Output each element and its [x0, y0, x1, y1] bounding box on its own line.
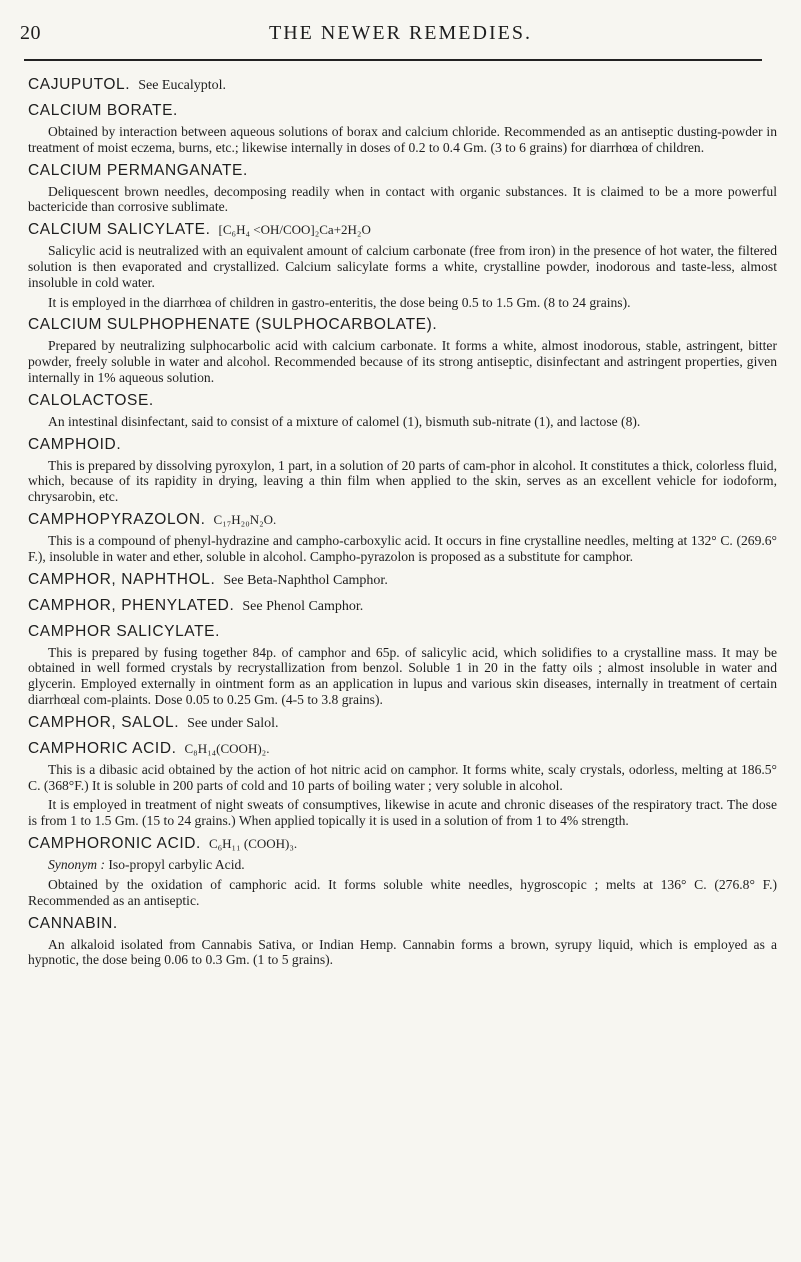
entry-paragraph: This is a dibasic acid obtained by the action of hot nitric acid on camphor. It forms white, scaly crystals, odorless, melting at 186.5° C. (368°F.) It is soluble in 200 parts of cold and 10 parts of boiling water ; very soluble in alcohol.: [28, 761, 777, 793]
cross-reference: See Eucalyptol.: [138, 78, 227, 93]
entry-name: CAMPHOR SALICYLATE.: [28, 622, 220, 640]
entry-heading: [28, 569, 777, 591]
entry-name: CALOLACTOSE.: [28, 391, 154, 409]
entry-name: CAMPHOR, PHENYLATED.: [28, 596, 235, 614]
dictionary-entry: [28, 595, 777, 617]
cross-reference: See Beta-Naphthol Camphor.: [223, 572, 388, 588]
page-body: [28, 74, 777, 972]
dictionary-entry: [28, 314, 777, 385]
entry-heading: [28, 74, 777, 96]
entry-heading: [28, 595, 777, 617]
entry-paragraph: An alkaloid isolated from Cannabis Sativa, or Indian Hemp. Cannabin forms a brown, syrupy liquid, which is employed as a hypnotic, the dose being 0.06 to 0.3 Gm. (1 to 5 grains).: [28, 936, 777, 968]
running-head: [0, 22, 801, 52]
entry-name: CAMPHORONIC ACID.: [28, 834, 201, 852]
dictionary-entry: [28, 160, 777, 216]
dictionary-entry: [28, 434, 777, 505]
entry-paragraph: Salicylic acid is neutralized with an equivalent amount of calcium carbonate (free from iron) in the presence of hot water, the filtered solution is then evaporated and crystallized. Calcium salicylate forms a white, crystalline powder, inodorous and taste-less, almost insoluble in cold water.: [28, 243, 777, 290]
running-title: THE NEWER REMEDIES.: [269, 22, 532, 44]
dictionary-entry: [28, 219, 777, 310]
entry-paragraph: This is prepared by dissolving pyroxylon, 1 part, in a solution of 20 parts of cam-phor in alcohol. It constitutes a thick, colorless fluid, which, because of its rapidity in drying, leaving a thin film when applied to the skin, serves as an excellent vehicle for iodoform, chrysarobin, etc.: [28, 457, 777, 505]
entry-heading: [28, 621, 777, 642]
entry-heading: [28, 833, 777, 854]
entry-name: CALCIUM PERMANGANATE.: [28, 161, 248, 179]
dictionary-entry: [28, 712, 777, 734]
dictionary-entry: [28, 569, 777, 591]
chemical-formula: C₈H₁₄(COOH)₂.: [184, 740, 270, 756]
dictionary-entry: [28, 738, 777, 829]
synonym-label: Synonym :: [48, 856, 105, 872]
entry-paragraph: This is prepared by fusing together 84p. of camphor and 65p. of salicylic acid, which solidifies to a crystalline mass. It may be obtained in well formed crystals by recrystallization from benzol. Soluble 1 in 20 in the fatty oils ; almost insoluble in water and glycerin. Employed externally in ointment form as an application in lupus and various skin diseases, internally in treatment of certain diarrhœal com-plaints. Dose 0.05 to 0.25 Gm. (4-5 to 3.8 grains).: [28, 644, 777, 707]
page-number: 20: [20, 22, 41, 44]
dictionary-entry: [28, 74, 777, 96]
entry-heading: [28, 738, 777, 759]
entry-name: CALCIUM BORATE.: [28, 102, 178, 119]
entry-name: CAMPHOR, SALOL.: [28, 713, 180, 731]
entry-heading: [28, 434, 777, 455]
dictionary-entry: [28, 913, 777, 969]
entry-heading: [28, 509, 777, 530]
entry-name: CAMPHOPYRAZOLON.: [28, 510, 206, 528]
entry-paragraph: An intestinal disinfectant, said to consist of a mixture of calomel (1), bismuth sub-nitrate (1), and lactose (8).: [48, 413, 641, 429]
entry-paragraph: This is a compound of phenyl-hydrazine and campho-carboxylic acid. It occurs in fine crystalline needles, melting at 132° C. (269.6° F.), insoluble in water and ether, soluble in alcohol. Campho-pyrazolon is proposed as a substitute for camphor.: [28, 532, 777, 564]
entry-paragraph: It is employed in the diarrhœa of children in gastro-enteritis, the dose being 0.5 to 1.5 Gm. (8 to 24 grains).: [48, 294, 631, 310]
synonym-line: [48, 857, 777, 873]
chemical-formula: C₁₇H₂₀N₂O.: [213, 511, 277, 527]
chemical-formula: C₆H₁₁ (COOH)₃.: [208, 835, 298, 851]
entry-paragraph: Prepared by neutralizing sulphocarbolic acid with calcium carbonate. It forms a white, almost inodorous, stable, astringent, bitter powder, freely soluble in water and alcohol. Recommended because of its strong antiseptic, disinfectant and astringent properties, given internally in 1% aqueous solution.: [28, 338, 777, 385]
entry-heading: [28, 160, 777, 181]
entry-paragraph: Obtained by the oxidation of camphoric acid. It forms soluble white needles, hygroscopic ; melts at 136° C. (276.8° F.) Recommended as an antiseptic.: [28, 876, 777, 908]
entry-heading: [28, 913, 777, 934]
entry-name: CANNABIN.: [28, 914, 118, 932]
cross-reference: See Phenol Camphor.: [242, 598, 364, 614]
dictionary-entry: [28, 100, 777, 156]
entry-paragraph: It is employed in treatment of night sweats of consumptives, likewise in acute and chronic diseases of the respiratory tract. The dose is from 1 to 1.5 Gm. (15 to 24 grains.) When applied topically it is used in a solution of from 1 to 4% strength.: [28, 797, 777, 829]
entry-heading: [28, 314, 777, 335]
dictionary-entry: [28, 390, 777, 430]
entry-name: CALCIUM SULPHOPHENATE (SULPHOCARBOLATE).: [28, 316, 438, 334]
entry-name: CAMPHORIC ACID.: [28, 739, 177, 757]
entry-paragraph: Obtained by interaction between aqueous solutions of borax and calcium chloride. Recommended as an antiseptic dusting-powder in treatment of moist eczema, burns, etc.; likewise internally in doses of 0.2 to 0.4 Gm. (3 to 6 grains) for diarrhœa of children.: [28, 124, 777, 155]
entry-name: CALCIUM SALICYLATE.: [28, 221, 211, 239]
entry-heading: [28, 100, 777, 121]
entry-paragraph: Deliquescent brown needles, decomposing readily when in contact with organic substances. It is claimed to be a more powerful bactericide than corrosive sublimate.: [28, 183, 777, 215]
entry-heading: [28, 390, 777, 411]
dictionary-entry: [28, 833, 777, 909]
synonym-value: Iso-propyl carbylic Acid.: [108, 856, 245, 872]
dictionary-entry: [28, 621, 777, 708]
entry-name: CAMPHOR, NAPHTHOL.: [28, 570, 216, 588]
entry-heading: [28, 712, 777, 734]
cross-reference: See under Salol.: [187, 715, 279, 731]
entry-heading: [28, 219, 777, 240]
entry-name: CAJUPUTOL.: [28, 76, 131, 93]
chemical-formula: [C₆H₄ <OH/COO]₂Ca+2H₂O: [218, 222, 371, 238]
dictionary-entry: [28, 509, 777, 565]
header-rule: [24, 59, 762, 61]
entry-name: CAMPHOID.: [28, 435, 122, 453]
